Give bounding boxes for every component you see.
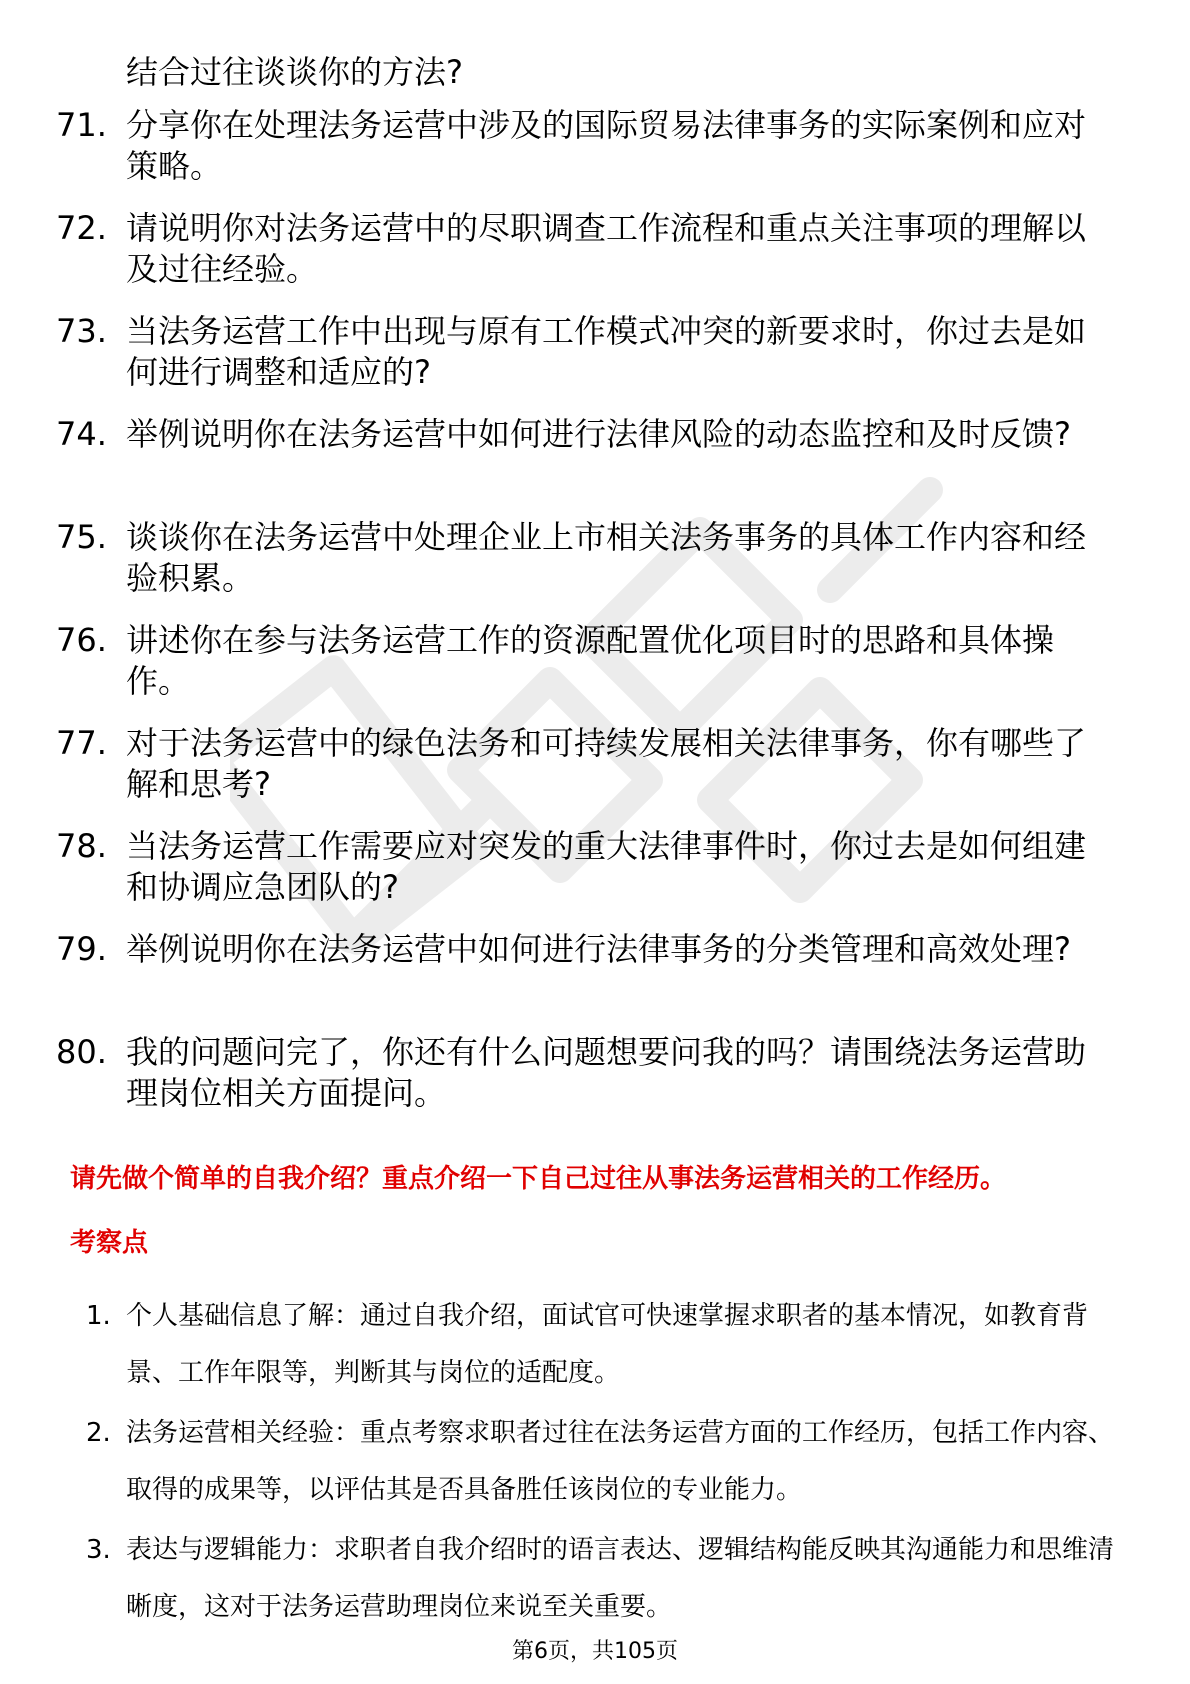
question-number: 76. [56, 621, 107, 659]
question-text: 举例说明你在法务运营中如何进行法律风险的动态监控和及时反馈? [126, 415, 1071, 453]
point-text: 个人基础信息了解：通过自我介绍，面试官可快速掌握求职者的基本情况，如教育背景、工作年限等，判断其与岗位的适配度。 [126, 1301, 1089, 1388]
question-number: 80. [56, 1033, 107, 1071]
question-number: 77. [56, 724, 107, 762]
question-text: 我的问题问完了，你还有什么问题想要问我的吗？请围绕法务运营助理岗位相关方面提问。 [126, 1033, 1087, 1112]
section-label: 考察点 [70, 1228, 149, 1258]
point-number: 1. [86, 1301, 111, 1331]
question-text: 当法务运营工作需要应对突发的重大法律事件时，你过去是如何组建和协调应急团队的? [126, 827, 1087, 906]
question-text: 当法务运营工作中出现与原有工作模式冲突的新要求时，你过去是如何进行调整和适应的? [126, 312, 1087, 391]
assessment-point [86, 1405, 1116, 1519]
point-number: 3. [86, 1535, 111, 1565]
question-number: 73. [56, 312, 107, 350]
assessment-point [86, 1288, 1116, 1402]
question-text: 讲述你在参与法务运营工作的资源配置优化项目时的思路和具体操作。 [126, 621, 1055, 700]
question-item [56, 1032, 1116, 1114]
question-text: 谈谈你在法务运营中处理企业上市相关法务事务的具体工作内容和经验积累。 [126, 518, 1087, 597]
question-number: 72. [56, 209, 107, 247]
question-item [56, 826, 1116, 908]
question-text: 对于法务运营中的绿色法务和可持续发展相关法律事务，你有哪些了解和思考? [126, 724, 1087, 803]
question-item [56, 723, 1116, 805]
question-item [56, 517, 1116, 599]
question-number: 74. [56, 415, 107, 453]
question-number: 79. [56, 930, 107, 968]
question-text: 请说明你对法务运营中的尽职调查工作流程和重点关注事项的理解以及过往经验。 [126, 209, 1087, 288]
question-number: 75. [56, 518, 107, 556]
point-text: 法务运营相关经验：重点考察求职者过往在法务运营方面的工作经历，包括工作内容、取得的成果等，以评估其是否具备胜任该岗位的专业能力。 [126, 1418, 1115, 1505]
question-number: 71. [56, 106, 107, 144]
question-item [56, 929, 1116, 970]
continuation-text: 结合过往谈谈你的方法? [126, 53, 463, 91]
question-text: 分享你在处理法务运营中涉及的国际贸易法律事务的实际案例和应对策略。 [126, 106, 1087, 185]
question-text: 举例说明你在法务运营中如何进行法律事务的分类管理和高效处理? [126, 930, 1071, 968]
assessment-point [86, 1522, 1116, 1636]
highlight-question: 请先做个简单的自我介绍？重点介绍一下自己过往从事法务运营相关的工作经历。 [70, 1164, 1007, 1194]
page-footer: 第6页，共105页 [512, 1639, 678, 1664]
question-item [56, 311, 1116, 393]
question-item [56, 620, 1116, 702]
point-text: 表达与逻辑能力：求职者自我介绍时的语言表达、逻辑结构能反映其沟通能力和思维清晰度，这对于法务运营助理岗位来说至关重要。 [126, 1535, 1115, 1622]
question-number: 78. [56, 827, 107, 865]
question-item [56, 414, 1116, 455]
question-item [56, 208, 1116, 290]
point-number: 2. [86, 1418, 111, 1448]
question-item [56, 105, 1116, 187]
